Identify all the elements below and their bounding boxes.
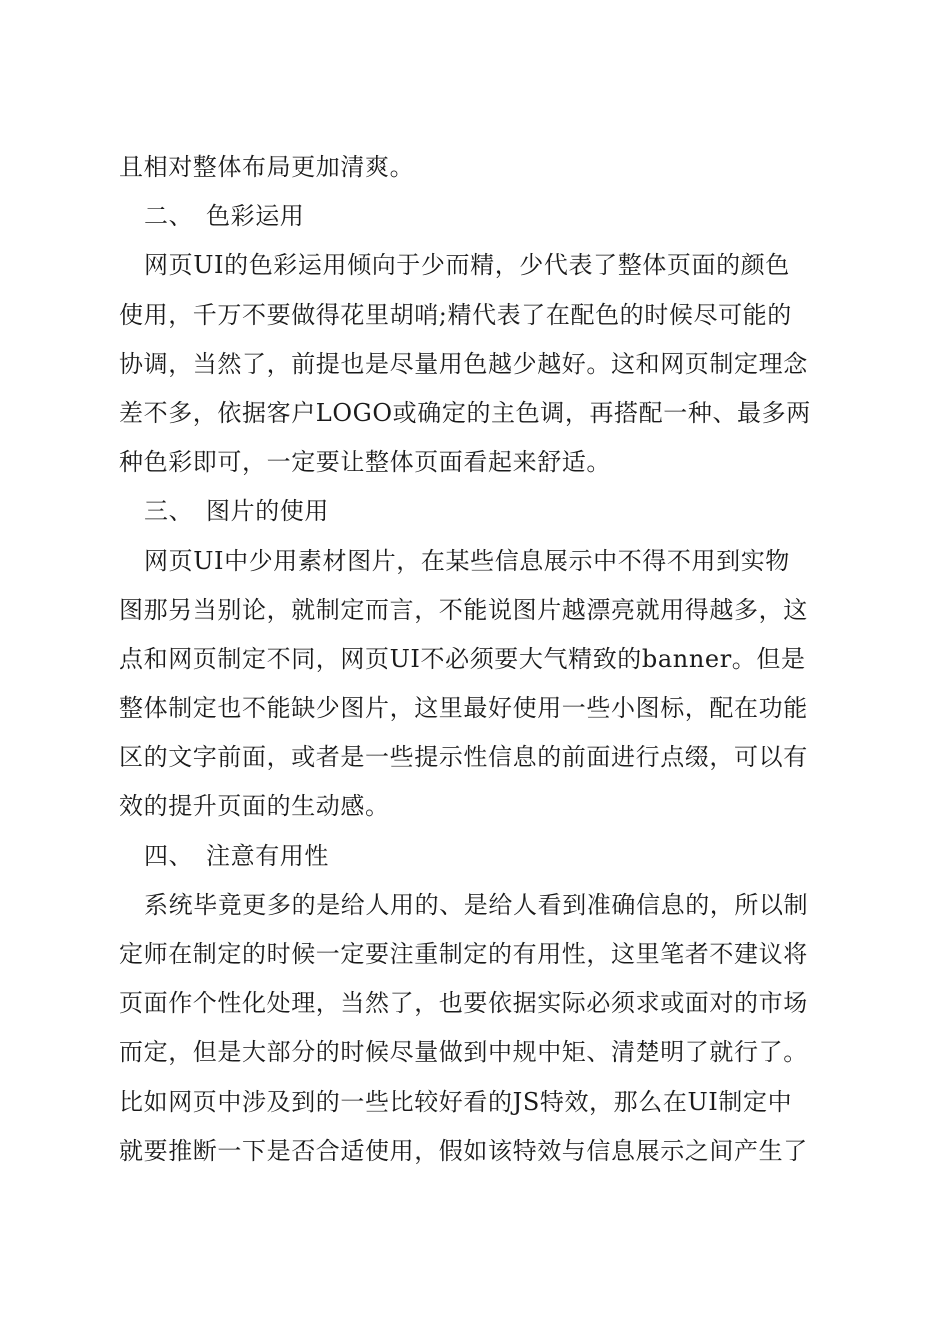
paragraph-line: 图那另当别论，就制定而言，不能说图片越漂亮就用得越多，这 [119,595,808,624]
document-body [119,143,834,1176]
paragraph-line: 区的文字前面，或者是一些提示性信息的前面进行点缀，可以有 [119,743,808,772]
section-heading [119,192,834,241]
paragraph-line: 而定，但是大部分的时候尽量做到中规中矩、清楚明了就行了。 [119,1038,808,1067]
paragraph-line: 网页UI中少用素材图片，在某些信息展示中不得不用到实物 [144,546,790,575]
paragraph-line: 页面作个性化处理，当然了，也要依据实际必须求或面对的市场 [119,989,808,1018]
section-number: 二、 [144,202,194,231]
paragraph-line: 网页UI的色彩运用倾向于少而精，少代表了整体页面的颜色 [144,251,790,280]
paragraph-line: 使用，千万不要做得花里胡哨;精代表了在配色的时候尽可能的 [119,300,792,329]
paragraph-line: 差不多，依据客户LOGO或确定的主色调，再搭配一种、最多两 [119,398,811,427]
paragraph-line: 定师在制定的时候一定要注重制定的有用性，这里笔者不建议将 [119,940,808,968]
paragraph-line: 且相对整体布局更加清爽。 [119,153,415,181]
paragraph-line: 整体制定也不能缺少图片，这里最好使用一些小图标，配在功能 [119,694,808,723]
paragraph-line: 点和网页制定不同，网页UI不必须要大气精致的banner。但是 [119,644,806,673]
paragraph-line: 种色彩即可，一定要让整体页面看起来舒适。 [119,448,611,477]
paragraph-line: 就要推断一下是否合适使用，假如该特效与信息展示之间产生了 [119,1136,808,1165]
section-title: 图片的使用 [206,497,329,526]
paragraph-line: 比如网页中涉及到的一些比较好看的JS特效，那么在UI制定中 [119,1087,793,1116]
paragraph-line: 系统毕竟更多的是给人用的、是给人看到准确信息的，所以制 [144,890,809,919]
section-title: 注意有用性 [206,841,329,870]
paragraph-line: 效的提升页面的生动感。 [119,792,390,821]
section-number: 三、 [144,497,194,526]
section-heading [119,487,834,536]
section-heading [119,832,834,881]
section-number: 四、 [144,841,194,870]
section-title: 色彩运用 [206,202,305,231]
paragraph-line: 协调，当然了，前提也是尽量用色越少越好。这和网页制定理念 [119,349,808,378]
